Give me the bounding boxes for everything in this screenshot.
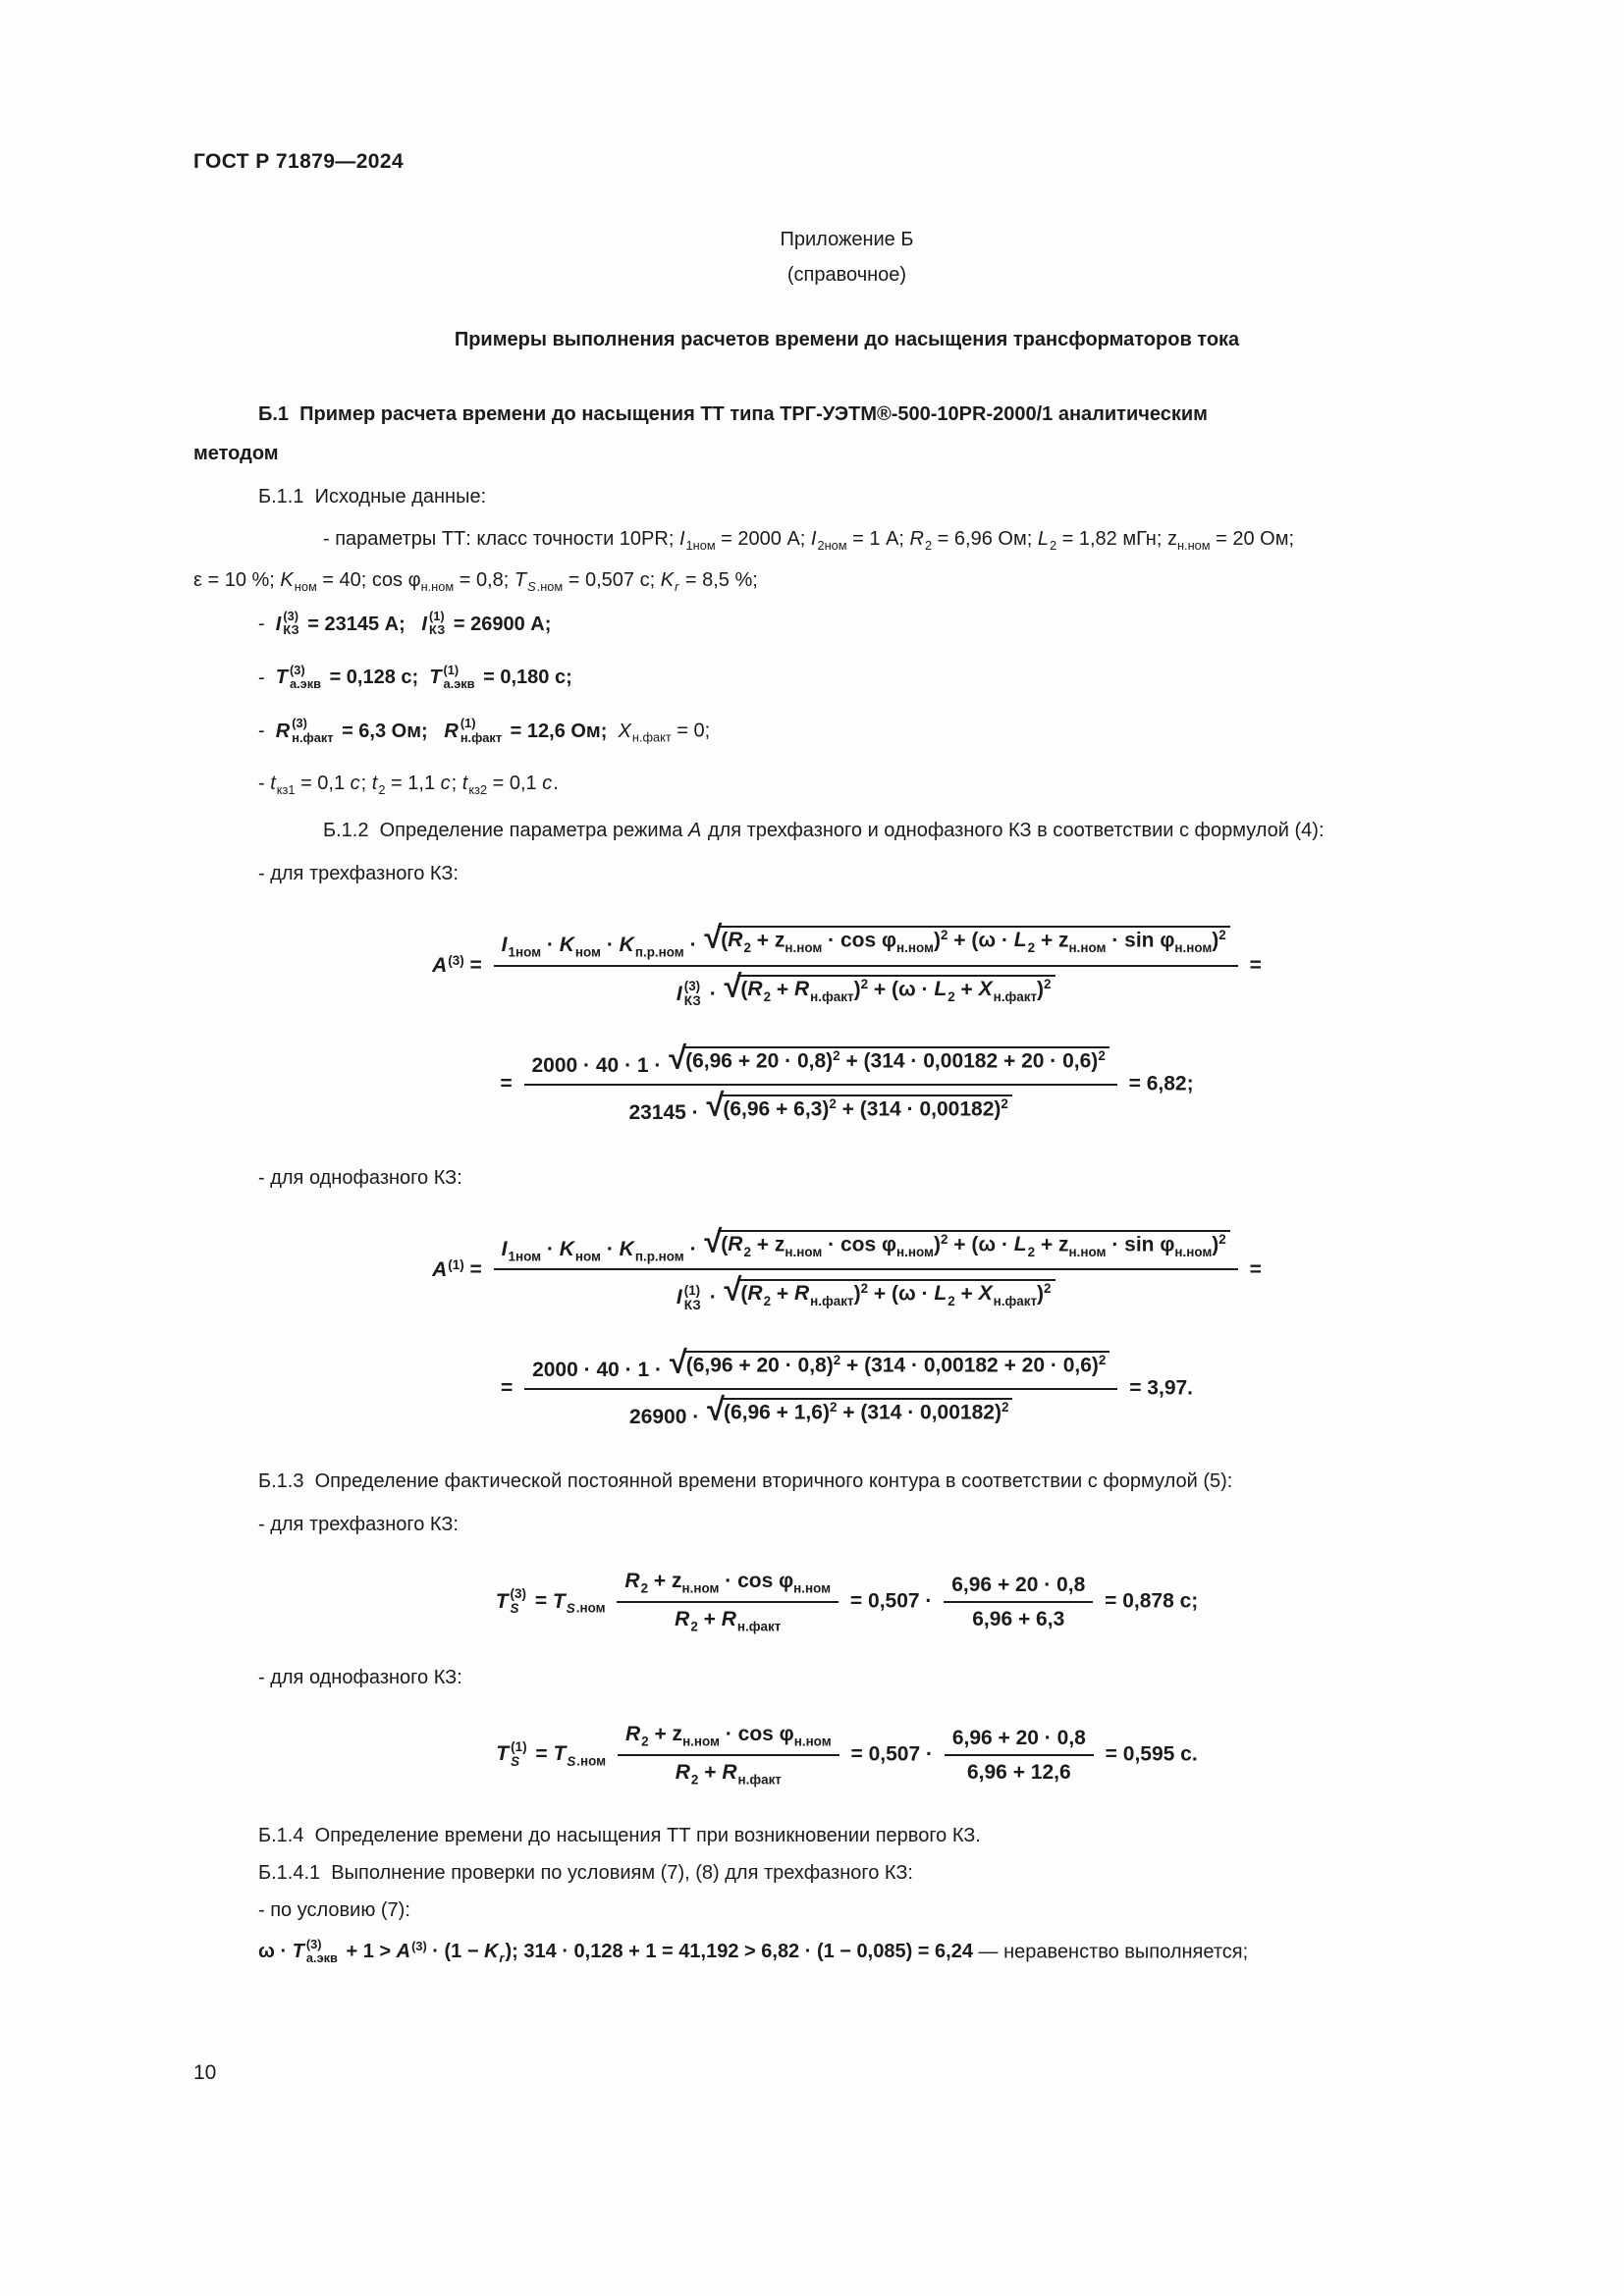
formula-ts1-math: T (1) S = $T_{S.ном}$ $R_2 + z_{н.ном} \cdot \cos \varphi_{н.ном}$ $R_2 + R_{н.факт}$ = 0,507 · $\frac{6,96 + 20 \cdot 0,8}{6,96 + 12,6}$ = 0,595 с. <box>496 1722 1198 1788</box>
formula-ts3 <box>193 1568 1500 1636</box>
t-times-math: - $t_{кз1} = 0,1$ с; $t_2 = 1,1$ с; $t_{кз2} = 0,1$ с. <box>258 772 559 798</box>
appendix-title: Примеры выполнения расчетов времени до насыщения трансформаторов тока <box>454 329 1240 350</box>
appendix-kind: (справочное) <box>786 264 907 286</box>
rn-fakt-math: - R (3) н.факт = 6,3 Ом; R (1) н.факт = 12,6 Ом; $X_{н.факт} = 0$; <box>258 716 711 746</box>
b13-case-single-phase: - для однофазного КЗ: <box>258 1666 462 1688</box>
item-ta-ekv <box>193 662 1500 693</box>
b13-case-three-phase: - для трехфазного КЗ: <box>258 1514 459 1536</box>
item-kz-currents <box>193 611 1500 639</box>
formula-condition7 <box>193 1936 1500 1967</box>
formula-a3-numeric <box>193 1041 1500 1128</box>
b12-case-single-phase: - для однофазного КЗ: <box>258 1166 462 1189</box>
b12-heading-math: Б.1.2 Определение параметра режима А для трехфазного и однофазного КЗ в соответствии с формулой (4): <box>323 819 1325 841</box>
b1-heading-line2: методом <box>193 443 279 464</box>
b141-heading: Б.1.4.1 Выполнение проверки по условиям (7), (8) для трехфазного КЗ: <box>258 1861 913 1884</box>
b141-condition: - по условию (7): <box>258 1898 410 1921</box>
formula-a1-math: $A^{(1)}$ = $I_{1ном} \cdot K_{ном} \cdot K_{п.р.ном}$ · √ $(R_2 + z_{н.ном} \cdot \cos \varphi_{н.ном})^2 + (\omega \cdot L_2 + z_{н.ном} \cdot \sin \varphi_{н.ном})^2$ I (1) КЗ · √ $(R_2 + R_{н.факт})^2 + (\omega \cdot L_2 + X_{н.факт})^2$ = <box>432 1223 1262 1312</box>
params-line-2 <box>193 560 1500 601</box>
kz-currents-math: - I (3) КЗ = 23145 А; I (1) КЗ = 26900 А; <box>258 609 552 638</box>
ta-ekv-math: - T (3) а.экв = 0,128 с; T (1) а.экв = 0,180 с; <box>258 662 572 691</box>
b11-heading: Б.1.1 Исходные данные: <box>258 486 487 507</box>
formula-a3 <box>193 921 1500 1012</box>
page-number: 10 <box>193 2061 217 2084</box>
appendix-label: Приложение Б <box>780 229 914 250</box>
b14-heading: Б.1.4 Определение времени до насыщения ТТ при возникновении первого КЗ. <box>258 1824 981 1846</box>
b1-heading-line1: Б.1 Пример расчета времени до насыщения ТТ типа ТРГ-УЭТМ®-500-10PR-2000/1 аналитическим <box>258 403 1208 425</box>
item-t-times <box>193 764 1500 803</box>
params-line-1-math: - параметры ТТ: класс точности 10PR; $I_{1ном} = 2000$ А; $I_{2ном} = 1$ А; $R_2 = 6,96$ Ом; $L_2 = 1,82$ мГн; $z_{н.ном} = 20$ Ом; <box>323 528 1295 554</box>
formula-condition7-math: ω · T (3) а.экв + $1 > A^{(3)} \cdot (1 - K_r)$; 314 · 0,128 + 1 = 41,192 > 6,82 · (1 − 0,085) = 6,24 — неравенство выполняется; <box>258 1936 1249 1966</box>
b12-case-three-phase: - для трехфазного КЗ: <box>258 862 459 884</box>
formula-a3-numeric-math: = 2000 · 40 · 1 · √ $(6,96 + 20 \cdot 0,8)^2 + (314 \cdot 0,00182 + 20 \cdot 0,6)^2$ 23145 · √ $(6,96 + 6,3)^2 + (314 \cdot 0,00182)^2$ = 6,82; <box>500 1041 1194 1125</box>
b13-heading: Б.1.3 Определение фактической постоянной времени вторичного контура в соответствии с формулой (5): <box>258 1470 1233 1493</box>
formula-a1 <box>193 1225 1500 1316</box>
gost-header: ГОСТ Р 71879—2024 <box>193 150 405 173</box>
b12-heading <box>193 811 1500 850</box>
section-b1-heading <box>193 395 1500 473</box>
formula-ts1 <box>193 1721 1500 1789</box>
formula-ts3-math: T (3) S = $T_{S.ном}$ $R_2 + z_{н.ном} \cdot \cos \varphi_{н.ном}$ $R_2 + R_{н.факт}$ = 0,507 · $\frac{6,96 + 20 \cdot 0,8}{6,96 + 6,3}$ = 0,878 с; <box>495 1570 1199 1634</box>
params-line-1 <box>193 518 1500 560</box>
item-rn-fakt <box>193 718 1500 746</box>
formula-a1-numeric-math: = 2000 · 40 · 1 · √ $(6,96 + 20 \cdot 0,8)^2 + (314 \cdot 0,00182 + 20 \cdot 0,6)^2$ 26900 · √ $(6,96 + 1,6)^2 + (314 \cdot 0,00182)^2$ = 3,97. <box>500 1344 1194 1429</box>
formula-a1-numeric <box>193 1346 1500 1432</box>
params-line-2-math: ε = 10 %; $K_{ном} = 40$; $\cos \varphi_{н.ном} = 0,8$; $T_{S.ном} = 0,507$ с; $K_r = 8,5$ %; <box>193 569 758 595</box>
formula-a3-math: $A^{(3)}$ = $I_{1ном} \cdot K_{ном} \cdot K_{п.р.ном}$ · √ $(R_2 + z_{н.ном} \cdot \cos \varphi_{н.ном})^2 + (\omega \cdot L_2 + z_{н.ном} \cdot \sin \varphi_{н.ном})^2$ I (3) КЗ · √ $(R_2 + R_{н.факт})^2 + (\omega \cdot L_2 + X_{н.факт})^2$ = <box>432 919 1262 1009</box>
